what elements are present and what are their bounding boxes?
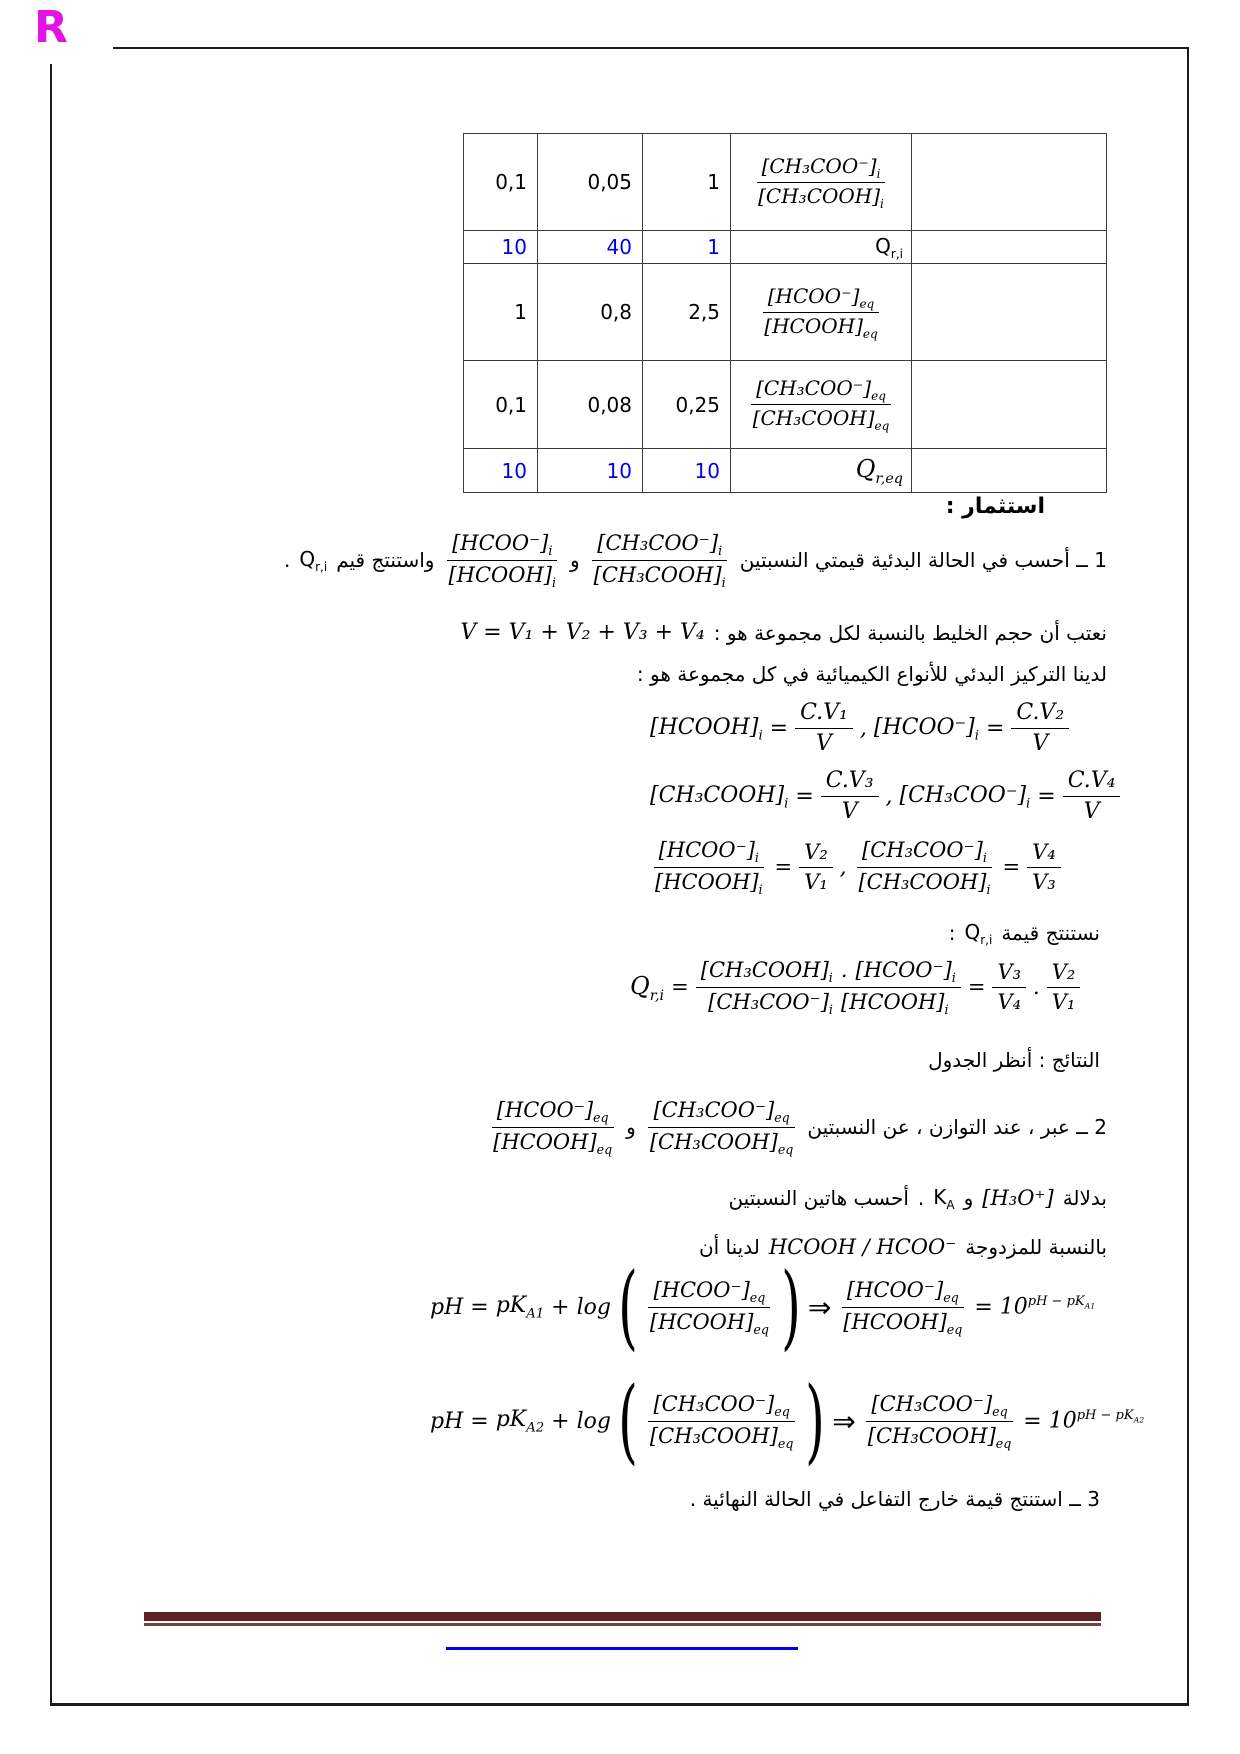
cell-empty <box>912 264 1107 361</box>
ratio-results-table <box>463 133 1107 493</box>
cell-value: 0,1 <box>464 134 538 231</box>
deduce-qri-line <box>949 920 1100 946</box>
fraction: $\frac{[HCOO^-]_{eq}}{[HCOOH]_{eq}}$ <box>843 1277 963 1337</box>
fraction: $\frac{[CH_3COO^-]_{eq}}{[CH_3COOH]_{eq}}$ <box>752 376 890 433</box>
cell-ratio-ch3coo-eq <box>731 361 912 449</box>
h3o-term: [H₃O⁺] <box>982 1186 1054 1210</box>
fraction: $\frac{\text{C.V₂}}{V}$ <box>1011 700 1069 757</box>
arabic-text: و <box>570 548 580 572</box>
ratio-ch3coo-eq: $\frac{[CH_3COO^-]_{eq}}{[CH_3COOH]_{eq}}$ <box>649 1097 794 1157</box>
fraction: $\frac{[HCOO^-]_{eq}}{[HCOOH]_{eq}}$ <box>649 1277 769 1337</box>
ratio-ch3coo-initial: $\frac{[CH_3COO^-]_i}{[CH_3COOH]_i}$ <box>593 530 726 590</box>
cell-empty <box>912 134 1107 231</box>
cell-value: 0,05 <box>538 134 643 231</box>
cell-value: 0,08 <box>538 361 643 449</box>
left-border-line <box>50 64 52 1705</box>
top-border-line <box>113 47 1189 49</box>
fraction: $\frac{[CH_3COO^-]_{eq}}{[CH_3COOH]_{eq}}$ <box>649 1391 794 1451</box>
fraction: $\frac{[HCOO^-]_i}{[HCOOH]_i}$ <box>655 838 763 897</box>
cell-value: 10 <box>538 449 643 493</box>
arabic-text: و <box>963 1186 974 1210</box>
bottom-border-line <box>50 1703 1189 1706</box>
ratio-hcoo-initial: $\frac{[HCOO^-]_i}{[HCOOH]_i}$ <box>448 530 556 590</box>
arabic-text: بالنسبة للمزدوجة <box>965 1235 1107 1259</box>
cell-empty <box>912 231 1107 264</box>
fraction: $\frac{\text{C.V₁}}{V}$ <box>795 700 853 757</box>
fraction: $\frac{\text{V₃}}{\text{V₄}}$ <box>992 960 1026 1015</box>
ka-symbol: $K_A$ <box>933 1185 955 1212</box>
cell-value: 1 <box>464 264 538 361</box>
table-row <box>464 449 1107 493</box>
left-paren: ( <box>618 1367 638 1474</box>
fraction: $\frac{\text{V₂}}{\text{V₁}}$ <box>1047 960 1081 1015</box>
fraction: $\frac{[HCOO^-]_{eq}}{[HCOOH]_{eq}}$ <box>764 283 878 341</box>
arabic-text: نستنتج قيمة <box>1001 921 1100 945</box>
implies-arrow: ⇒ <box>832 1404 856 1438</box>
right-paren: ) <box>805 1367 826 1474</box>
arabic-text: أحسب هاتين النسبتين <box>728 1186 909 1210</box>
fraction: $\frac{[CH_3COO^-]_{eq}}{[CH_3COOH]_{eq}}$ <box>867 1391 1012 1451</box>
cell-empty <box>912 449 1107 493</box>
fraction: $\frac{[CH_3COO^-]_i}{[CH_3COOH]_i}$ <box>758 153 884 211</box>
ratio-hcoo-eq: $\frac{[HCOO^-]_{eq}}{[HCOOH]_{eq}}$ <box>493 1097 613 1157</box>
arabic-text: 1 ــ أحسب في الحالة البدئية قيمتي النسبتين <box>739 548 1107 572</box>
fraction: $[CH_3COOH]_i$ . $[HCOO^-]_i$ $[CH_3COO^-]_i$ $[HCOOH]_i$ <box>696 958 961 1017</box>
cell-value: 10 <box>464 231 538 264</box>
equation-ph-pka1: pH = $pK_{A1}$ + log ( $\frac{[HCOO^-]_{eq}}{[HCOOH]_{eq}}$ ) ⇒ $\frac{[HCOO^-]_{eq}}{[HCOOH]_{eq}}$ = $10^{pH - pK_{A1}}$ <box>430 1253 1096 1360</box>
colon: : <box>948 921 956 945</box>
couple-formula: HCOOH / HCOO⁻ <box>768 1235 957 1259</box>
fraction: $\frac{\text{V₂}}{\text{V₁}}$ <box>799 840 833 895</box>
arabic-text: نعتب أن حجم الخليط بالنسبة لكل مجموعة هو : <box>713 620 1107 645</box>
equation-ph-pka2: pH = $pK_{A2}$ + log ( $\frac{[CH_3COO^-]_{eq}}{[CH_3COOH]_{eq}}$ ) ⇒ $\frac{[CH_3COO^-]_{eq}}{[CH_3COOH]_{eq}}$ = $10^{pH - pK_{A2}}$ <box>430 1367 1145 1474</box>
acid-couple-line <box>699 1235 1107 1259</box>
cell-value: 0,8 <box>538 264 643 361</box>
period: . <box>917 1186 925 1210</box>
equation-ch3cooh-initial: $[CH_3COOH]_i$ = $\frac{\text{C.V₃}}{V}$ , $[CH_3COO^-]_i$ = $\frac{\text{C.V₄}}{V}$ <box>650 768 1120 825</box>
cell-label-qri: $Q_{r,i}$ <box>731 231 912 264</box>
cell-value: 1 <box>643 231 731 264</box>
cell-ratio-ch3coo-initial <box>731 134 912 231</box>
cell-empty <box>912 361 1107 449</box>
qri-symbol: $Q_{r,i}$ <box>299 547 328 574</box>
equation-hcooh-initial: $[HCOOH]_i$ = $\frac{\text{C.V₁}}{V}$ , $[HCOO^-]_i$ = $\frac{\text{C.V₂}}{V}$ <box>650 700 1069 757</box>
period: . <box>283 548 291 572</box>
arabic-text: 3 ــ استنتج قيمة خارج التفاعل في الحالة النهائية . <box>689 1487 1100 1511</box>
section-heading: استثمار : <box>945 494 1045 519</box>
arabic-text: لدينا التركيز البدئي للأنواع الكيميائية في كل مجموعة هو : <box>636 662 1107 686</box>
equation-ratio-volumes: $\frac{[HCOO^-]_i}{[HCOOH]_i}$ = $\frac{\text{V₂}}{\text{V₁}}$ , $\frac{[CH_3COO^-]_i}{[CH_3COOH]_i}$ = $\frac{\text{V₄}}{\text{V₃}}$ <box>650 838 1061 897</box>
cell-ratio-hcoo-eq <box>731 264 912 361</box>
right-border-line <box>1187 47 1189 1705</box>
arabic-text: بدلالة <box>1062 1186 1107 1210</box>
question-2-line <box>488 1082 1107 1172</box>
arabic-text: و <box>626 1115 636 1139</box>
arabic-text: 2 ــ عبر ، عند التوازن ، عن النسبتين <box>807 1115 1107 1139</box>
mixture-volume-line <box>460 620 1107 645</box>
qri-symbol: $Q_{r,i}$ <box>964 920 993 947</box>
question-1-line <box>284 524 1107 596</box>
right-paren: ) <box>780 1253 801 1360</box>
cell-value: 2,5 <box>643 264 731 361</box>
cell-value: 0,25 <box>643 361 731 449</box>
cell-value: 10 <box>643 449 731 493</box>
table-row <box>464 134 1107 231</box>
footer-divider-thick-thin <box>144 1612 1101 1626</box>
fraction: $\frac{\text{C.V₃}}{V}$ <box>821 768 879 825</box>
left-paren: ( <box>618 1253 638 1360</box>
arabic-text: لدينا أن <box>698 1235 760 1259</box>
cell-value: 10 <box>464 449 538 493</box>
arabic-text: واستنتج قيم <box>336 548 435 572</box>
fraction: $\frac{\text{V₄}}{\text{V₃}}$ <box>1027 840 1061 895</box>
fraction: $\frac{[CH_3COO^-]_i}{[CH_3COOH]_i}$ <box>858 838 991 897</box>
results-line <box>928 1048 1100 1072</box>
table-row <box>464 361 1107 449</box>
equation-qri: $Q_{r,i}$ = $[CH_3COOH]_i$ . $[HCOO^-]_i$ $[CH_3COO^-]_i$ $[HCOOH]_i$ = $\frac{\text{V₃}}{\text{V₄}}$ . $\frac{\text{V₂}}{\text{V₁}}$ <box>630 958 1080 1017</box>
brand-logo-r: R <box>34 2 66 53</box>
table-row <box>464 231 1107 264</box>
implies-arrow: ⇒ <box>807 1290 832 1324</box>
cell-label-qreq: $Q_{r,eq}$ <box>731 449 912 493</box>
volume-sum-formula: V = V₁ + V₂ + V₃ + V₄ <box>460 620 705 645</box>
cell-value: 40 <box>538 231 643 264</box>
cell-value: 0,1 <box>464 361 538 449</box>
cell-value: 1 <box>643 134 731 231</box>
question-3-line <box>690 1487 1100 1511</box>
table-row <box>464 264 1107 361</box>
footer-blue-underline <box>446 1647 798 1650</box>
arabic-text: النتائج : أنظر الجدول <box>928 1048 1100 1072</box>
fraction: $\frac{\text{C.V₄}}{V}$ <box>1063 768 1121 825</box>
in-terms-line <box>728 1185 1107 1211</box>
initial-concentration-line <box>637 662 1107 686</box>
